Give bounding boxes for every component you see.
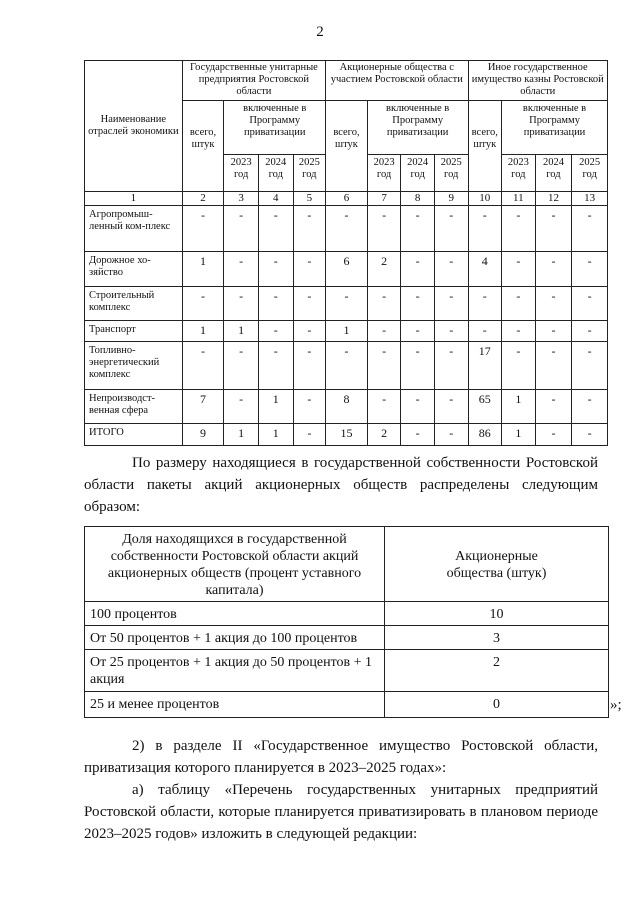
table-row [85,206,608,252]
table-cell: - [258,252,293,287]
total-header: всего, штук [326,101,368,192]
table-cell: - [293,287,326,321]
table-cell: - [502,206,536,252]
column-number: 3 [224,192,259,206]
group-header-unitary: Государственные унитарные предприятия Ростовской области [182,61,325,101]
table-cell: - [293,342,326,390]
table-cell: - [434,206,468,252]
table-cell: - [535,287,572,321]
table-cell: - [535,424,572,446]
paragraph-table-replacement: а) таблицу «Перечень государственных унитарных предприятий Ростовской области, которые планируется приватизировать в плановом периоде 2023–2025 годов» изложить в следующей редакции: [84,782,598,842]
table-cell: - [572,321,608,342]
table-cell: - [535,390,572,424]
table-cell: - [535,321,572,342]
table-cell: - [468,321,502,342]
table-row [85,287,608,321]
table-cell: - [434,287,468,321]
column-number: 13 [572,192,608,206]
companies-count-header-text: Акционерные общества (штук) [446,549,547,581]
table-row [85,602,609,626]
year-header: 2024 год [401,155,435,192]
table-row [85,692,609,718]
column-number: 2 [182,192,224,206]
table-cell: - [224,206,259,252]
table-cell: 1 [224,321,259,342]
table-row [85,650,609,692]
table-cell: 2 [367,424,401,446]
table-row [85,424,608,446]
table-cell: - [535,252,572,287]
total-header: всего, штук [468,101,502,192]
table-cell: - [468,206,502,252]
share-percent-header: Доля находящихся в государственной собственности Ростовской области акций акционерных обществ (процент уставного капитала) [85,527,385,602]
table-cell: - [401,206,435,252]
table-cell: 86 [468,424,502,446]
table-cell: - [434,342,468,390]
industry-name-header: Наименование отраслей экономики [85,61,183,192]
year-header: 2024 год [258,155,293,192]
table-cell: 1 [502,424,536,446]
industry-label: Топливно-энергетический комплекс [85,342,183,390]
table-cell: 1 [258,424,293,446]
table-cell: - [502,252,536,287]
table-cell: - [293,321,326,342]
table-cell: 65 [468,390,502,424]
shareholding-table [84,526,609,718]
share-range-label: От 25 процентов + 1 акция до 50 процентов + 1 акция [85,650,385,692]
included-header: включенные в Программу приватизации [224,101,326,155]
column-number: 9 [434,192,468,206]
paragraph-section-two: 2) в разделе II «Государственное имущество Ростовской области, приватизация которого планируется в 2023–2025 годах»: [84,738,598,776]
column-number: 7 [367,192,401,206]
table-cell: - [224,390,259,424]
table-cell: 7 [182,390,224,424]
industry-distribution-table [84,60,608,446]
company-count: 0 [385,692,609,718]
table-row [85,390,608,424]
table-cell: - [224,287,259,321]
table-cell: - [367,342,401,390]
table-cell: - [434,424,468,446]
table-cell: 2 [367,252,401,287]
share-range-label: От 50 процентов + 1 акция до 100 процентов [85,626,385,650]
table-row [85,626,609,650]
table-cell: - [258,321,293,342]
table-cell: - [401,287,435,321]
table-cell: - [293,252,326,287]
table-cell: - [502,342,536,390]
table-cell: - [182,342,224,390]
table-cell: 1 [224,424,259,446]
year-header: 2023 год [502,155,536,192]
table-cell: - [401,342,435,390]
table-cell: 8 [326,390,368,424]
table-cell: - [572,287,608,321]
share-range-label: 100 процентов [85,602,385,626]
table-cell: - [224,252,259,287]
column-number: 4 [258,192,293,206]
table-cell: 4 [468,252,502,287]
table-cell: - [367,390,401,424]
closing-quote-mark: »; [610,697,622,713]
paragraph-share-distribution: По размеру находящиеся в государственной собственности Ростовской области пакеты акций акционерных обществ распределены следующим образом: [84,455,598,515]
total-header: всего, штук [182,101,224,192]
column-number: 6 [326,192,368,206]
table-cell: - [572,342,608,390]
table-row [85,342,608,390]
table-cell: - [434,321,468,342]
column-number: 12 [535,192,572,206]
table-cell: - [535,206,572,252]
table-cell: - [258,287,293,321]
table-cell: - [401,424,435,446]
included-header: включенные в Программу приватизации [502,101,608,155]
table-cell: - [434,252,468,287]
table-cell: - [326,287,368,321]
table-cell: 1 [502,390,536,424]
table-cell: - [572,206,608,252]
table-cell: - [434,390,468,424]
table-cell: - [326,342,368,390]
industry-label: Строительный комплекс [85,287,183,321]
table-cell: - [258,342,293,390]
table-cell: - [293,206,326,252]
table-cell: 1 [326,321,368,342]
company-count: 10 [385,602,609,626]
year-header: 2025 год [434,155,468,192]
table-cell: - [468,287,502,321]
companies-count-header [385,527,609,602]
industry-label: Непроизводст-венная сфера [85,390,183,424]
group-header-treasury: Иное государственное имущество казны Ростовской области [468,61,608,101]
table-cell: - [367,321,401,342]
table-row [85,321,608,342]
year-header: 2025 год [293,155,326,192]
table-cell: - [401,390,435,424]
year-header: 2023 год [367,155,401,192]
table-cell: - [401,321,435,342]
column-number: 1 [85,192,183,206]
table-cell: - [182,287,224,321]
table-cell: - [182,206,224,252]
industry-label: Транспорт [85,321,183,342]
column-number: 8 [401,192,435,206]
table-cell: 15 [326,424,368,446]
company-count: 3 [385,626,609,650]
table-cell: - [401,252,435,287]
table-cell: - [502,287,536,321]
year-header: 2024 год [535,155,572,192]
company-count: 2 [385,650,609,692]
table-cell: - [572,252,608,287]
table-cell: - [258,206,293,252]
share-range-label: 25 и менее процентов [85,692,385,718]
industry-label: Дорожное хо-зяйство [85,252,183,287]
table-cell: 1 [258,390,293,424]
year-header: 2023 год [224,155,259,192]
table-cell: - [224,342,259,390]
industry-label: Агропромыш-ленный ком-плекс [85,206,183,252]
table-cell: - [572,390,608,424]
table-cell: 1 [182,252,224,287]
column-number: 5 [293,192,326,206]
included-header: включенные в Программу приватизации [367,101,468,155]
table-cell: 1 [182,321,224,342]
table-cell: - [367,287,401,321]
year-header: 2025 год [572,155,608,192]
column-number: 11 [502,192,536,206]
table-cell: - [535,342,572,390]
industry-label: ИТОГО [85,424,183,446]
page-number: 2 [316,24,324,40]
table-cell: 17 [468,342,502,390]
group-header-joint-stock: Акционерные общества с участием Ростовской области [326,61,468,101]
table-cell: 9 [182,424,224,446]
column-number: 10 [468,192,502,206]
table-cell: - [293,390,326,424]
table-cell: 6 [326,252,368,287]
table-row [85,252,608,287]
table-cell: - [572,424,608,446]
table-cell: - [326,206,368,252]
table-cell: - [293,424,326,446]
table-cell: - [502,321,536,342]
table-cell: - [367,206,401,252]
